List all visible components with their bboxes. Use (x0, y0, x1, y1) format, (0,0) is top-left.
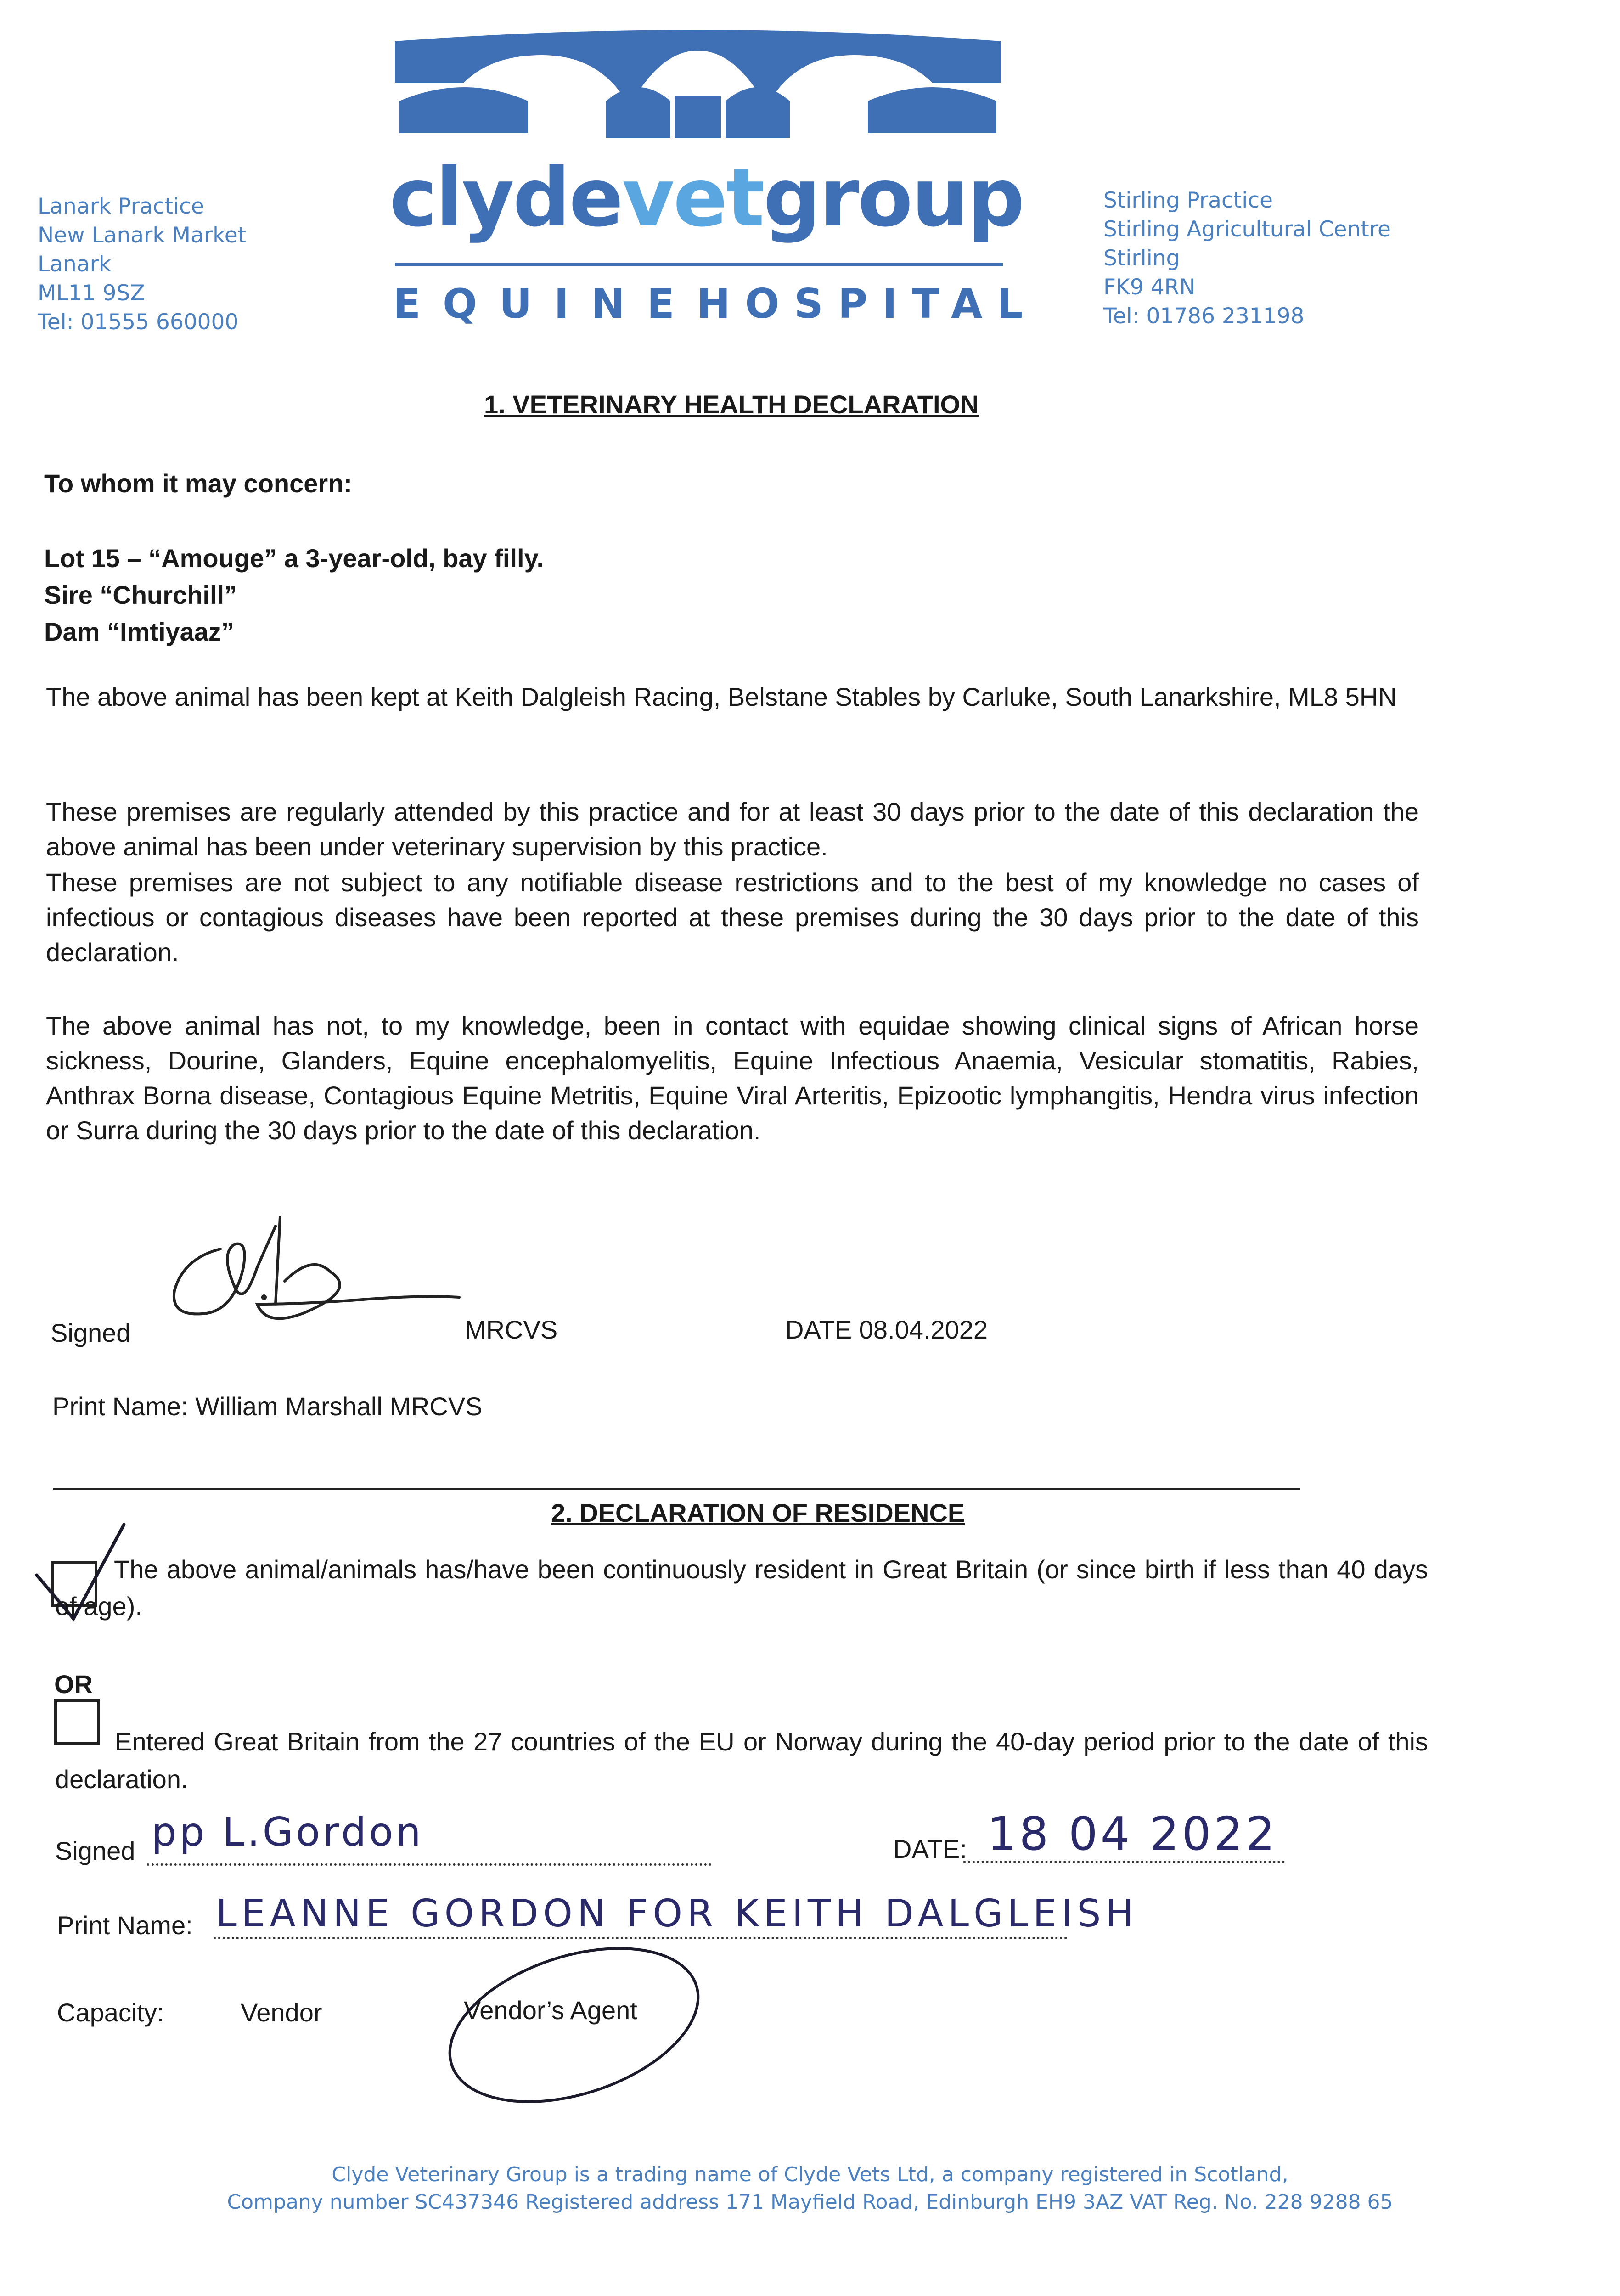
vet-signature-icon (165, 1199, 468, 1336)
brand-mid: vet (622, 152, 764, 245)
capacity-label: Capacity: (57, 1998, 164, 2027)
stirling-line: Tel: 01786 231198 (1103, 304, 1305, 329)
owner-signed-label: Signed (55, 1836, 135, 1865)
stirling-practice-address (1103, 186, 1391, 331)
mrcvs-label: MRCVS (465, 1315, 558, 1344)
lanark-line: Tel: 01555 660000 (38, 310, 239, 335)
lanark-line: Lanark (38, 252, 112, 277)
sire-line: Sire “Churchill” (44, 580, 237, 609)
owner-signature: pp L.Gordon (152, 1809, 424, 1855)
brand-pre: clyde (389, 152, 622, 245)
footer-line-1: Clyde Veterinary Group is a trading name of Clyde Vets Ltd, a company registered in Scotland, (332, 2163, 1288, 2186)
premises-paragraph: The above animal has been kept at Keith Dalgleish Racing, Belstane Stables by Carluke, South Lanarkshire, ML8 5HN (46, 682, 1397, 711)
restrictions-paragraph: These premises are not subject to any notifiable disease restrictions and to the best of my knowledge no cases of infectious or contagious diseases have been reported at these premises during the 30 days prior to the date of this declaration. (46, 868, 1419, 967)
owner-date-label: DATE: (893, 1835, 967, 1863)
stirling-line: Stirling (1103, 246, 1180, 271)
owner-print-name: LEANNE GORDON FOR KEITH DALGLEISH (216, 1892, 1139, 1936)
lot-line: Lot 15 – “Amouge” a 3-year-old, bay filly. (44, 544, 544, 573)
brand-post: group (763, 152, 1024, 245)
bridge-logo-icon (390, 28, 1006, 147)
or-label: OR (54, 1670, 93, 1699)
footer-line-2: Company number SC437346 Registered address 171 Mayfield Road, Edinburgh EH9 3AZ VAT Reg. No. 228 9288 65 (227, 2190, 1393, 2214)
vet-date: DATE 08.04.2022 (785, 1315, 988, 1344)
brand-rule (395, 263, 1003, 266)
contact-paragraph: The above animal has not, to my knowledge, been in contact with equidae showing clinical signs of African horse sickness, Dourine, Glanders, Equine encephalomyelitis, Equine Infectious Anaemia, Vesicular stomatitis, Rabies, Anthrax Borna disease, Contagious Equine Metritis, Equine Viral Arteritis, Epizootic lymphangitis, Hendra virus infection or Surra during the 30 days prior to the date of this declaration. (46, 1011, 1419, 1145)
section-divider (53, 1488, 1300, 1490)
stirling-line: Stirling Practice (1103, 188, 1273, 213)
lanark-line: ML11 9SZ (38, 281, 145, 306)
stirling-line: Stirling Agricultural Centre (1103, 217, 1391, 242)
owner-date-line (963, 1861, 1285, 1863)
subtitle-equine: EQUINE (393, 280, 697, 327)
resident-option-text: The above animal/animals has/have been continuously resident in Great Britain (or since birth if less than 40 days of age). (55, 1555, 1428, 1621)
signed-label: Signed (51, 1318, 131, 1347)
section1-heading: 1. VETERINARY HEALTH DECLARATION (484, 390, 979, 419)
lanark-line: New Lanark Market (38, 223, 247, 248)
subtitle-hospital: HOSPITAL (696, 280, 1038, 327)
supervision-paragraph: These premises are regularly attended by this practice and for at least 30 days prior to the date of this declaration the above animal has been under veterinary supervision by this practice. (46, 797, 1419, 861)
selection-circle-icon (427, 1929, 721, 2122)
entered-option-text: Entered Great Britain from the 27 countries of the EU or Norway during the 40-day period prior to the date of this declaration. (55, 1727, 1428, 1794)
dam-line: Dam “Imtiyaaz” (44, 617, 234, 646)
vet-print-name: Print Name: William Marshall MRCVS (52, 1392, 483, 1421)
owner-date: 18 04 2022 (987, 1807, 1278, 1861)
salutation: To whom it may concern: (44, 469, 353, 498)
lanark-line: Lanark Practice (38, 194, 204, 219)
capacity-vendor[interactable]: Vendor (241, 1998, 322, 2027)
brand-subtitle (393, 280, 1038, 327)
stirling-line: FK9 4RN (1103, 275, 1196, 300)
lanark-practice-address (38, 192, 246, 337)
owner-signature-line (147, 1863, 712, 1866)
section2-heading: 2. DECLARATION OF RESIDENCE (551, 1498, 965, 1527)
owner-print-label: Print Name: (57, 1911, 193, 1940)
brand-wordmark (389, 152, 1024, 245)
capacity-vendors-agent[interactable]: Vendor’s Agent (464, 1996, 637, 2025)
